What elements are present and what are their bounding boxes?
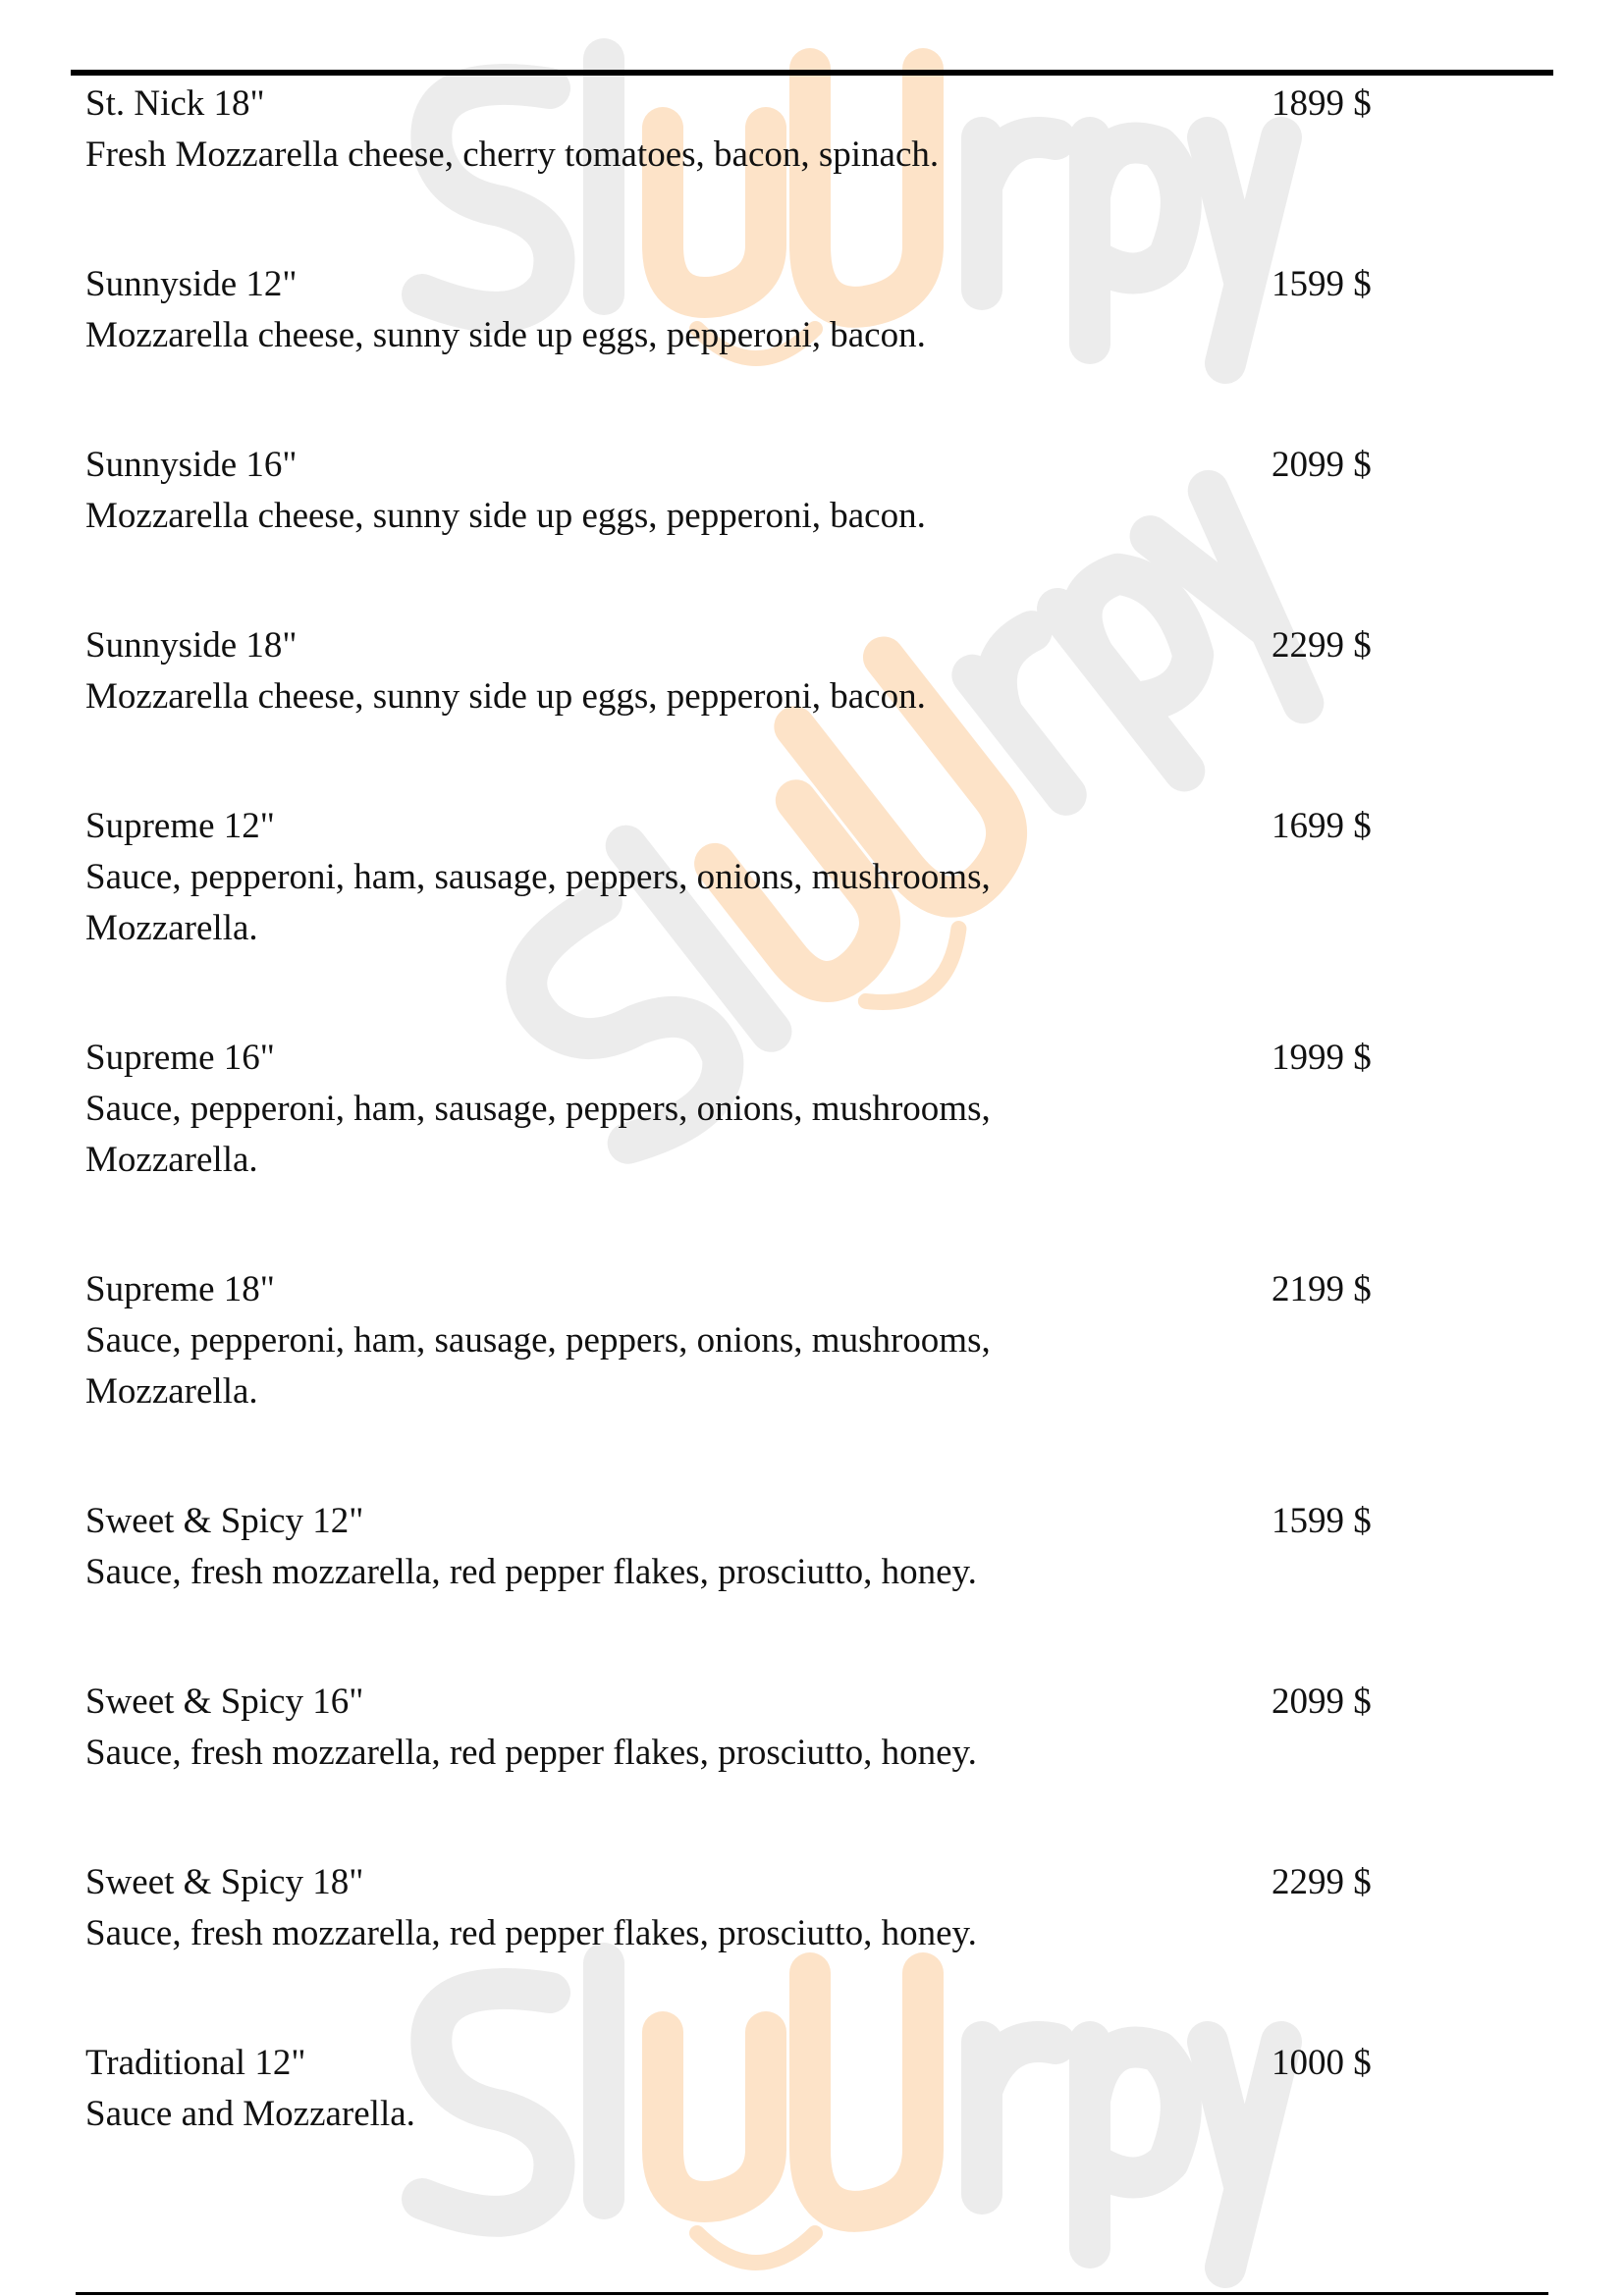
item-price: 1000 $ [1272, 2043, 1372, 2083]
bottom-divider [76, 2292, 1548, 2295]
item-name: Traditional 12" [85, 2043, 306, 2083]
item-description: Mozzarella. [85, 908, 258, 948]
menu-item [85, 1264, 1558, 1417]
menu-item [85, 2038, 1558, 2140]
item-name: Supreme 12" [85, 806, 275, 846]
item-price: 1899 $ [1272, 83, 1372, 124]
item-description: Sauce, fresh mozzarella, red pepper flakes, prosciutto, honey. [85, 1913, 977, 1953]
item-description: Mozzarella cheese, sunny side up eggs, pepperoni, bacon. [85, 315, 926, 355]
item-name: Sunnyside 12" [85, 264, 298, 304]
menu-item [85, 801, 1558, 954]
menu-item [85, 1677, 1558, 1779]
item-description: Sauce, pepperoni, ham, sausage, peppers, onions, mushrooms, [85, 1320, 991, 1361]
item-price: 2099 $ [1272, 1682, 1372, 1722]
item-price: 2299 $ [1272, 625, 1372, 666]
item-price: 2099 $ [1272, 445, 1372, 485]
item-description: Sauce, fresh mozzarella, red pepper flakes, prosciutto, honey. [85, 1552, 977, 1592]
item-name: Sweet & Spicy 18" [85, 1862, 364, 1902]
item-description: Mozzarella cheese, sunny side up eggs, pepperoni, bacon. [85, 496, 926, 536]
item-name: Sunnyside 18" [85, 625, 298, 666]
menu-item [85, 1033, 1558, 1186]
menu-item [85, 440, 1558, 542]
item-description: Fresh Mozzarella cheese, cherry tomatoes, bacon, spinach. [85, 134, 940, 175]
item-description: Mozzarella cheese, sunny side up eggs, pepperoni, bacon. [85, 676, 926, 717]
item-description: Mozzarella. [85, 1140, 258, 1180]
item-description: Mozzarella. [85, 1371, 258, 1412]
item-description: Sauce, fresh mozzarella, red pepper flakes, prosciutto, honey. [85, 1733, 977, 1773]
item-name: Sweet & Spicy 12" [85, 1501, 364, 1541]
menu-item [85, 1496, 1558, 1598]
item-name: Supreme 16" [85, 1038, 275, 1078]
item-name: St. Nick 18" [85, 83, 265, 124]
menu-item [85, 620, 1558, 722]
item-description: Sauce, pepperoni, ham, sausage, peppers, onions, mushrooms, [85, 1089, 991, 1129]
item-description: Sauce and Mozzarella. [85, 2094, 415, 2134]
menu-item [85, 1857, 1558, 1959]
item-name: Sunnyside 16" [85, 445, 298, 485]
item-price: 1999 $ [1272, 1038, 1372, 1078]
item-description: Sauce, pepperoni, ham, sausage, peppers, onions, mushrooms, [85, 857, 991, 897]
item-name: Supreme 18" [85, 1269, 275, 1309]
item-price: 1599 $ [1272, 264, 1372, 304]
item-price: 1599 $ [1272, 1501, 1372, 1541]
menu-item [85, 259, 1558, 361]
menu-item [85, 79, 1558, 181]
top-divider [71, 70, 1553, 76]
item-name: Sweet & Spicy 16" [85, 1682, 364, 1722]
item-price: 2299 $ [1272, 1862, 1372, 1902]
menu-list [85, 79, 1558, 2218]
item-price: 1699 $ [1272, 806, 1372, 846]
item-price: 2199 $ [1272, 1269, 1372, 1309]
